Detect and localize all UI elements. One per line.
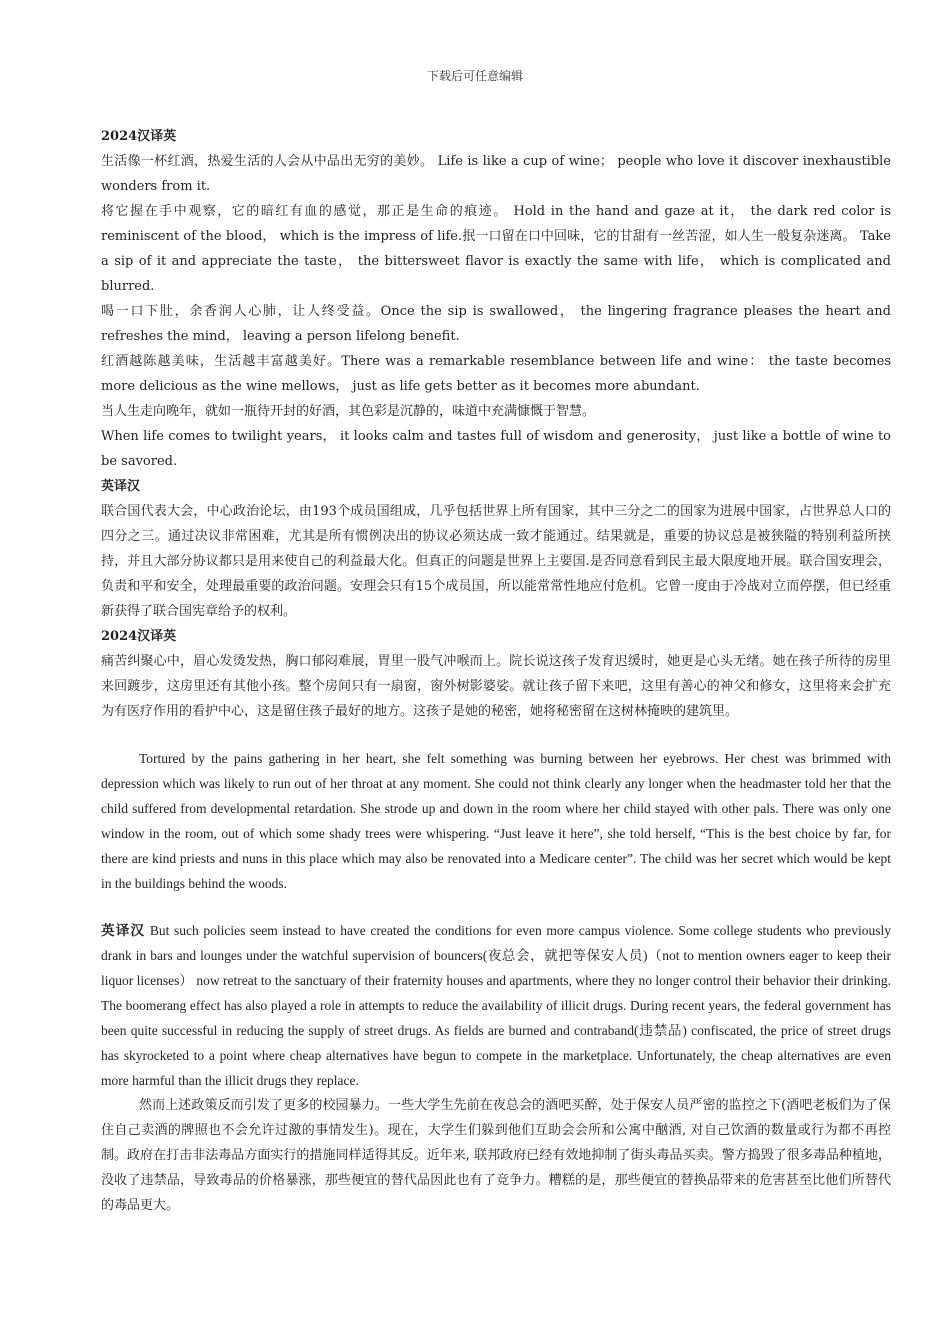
paragraph: 联合国代表大会，中心政治论坛，由193个成员国组成，几乎包括世界上所有国家，其中三分之二的国家为进展中国家，占世界总人口的四分之三。通过决议非常困难，尤其是所有惯例决出的协议必须达成一致才能通过。结果就是，重要的协议总是被狭隘的特别利益所挟持，并且大部分协议都只是用来使自己的利益最大化。但真正的问题是世界上主要国.是否同意看到民主最大限度地开展。联合国安理会，负责和平和安全，处理最重要的政治问题。安理会只有15个成员国，所以能常常性地应付危机。它曾一度由于冷战对立而停摆，但已经重新获得了联合国宪章给予的权利。: [101, 504, 891, 619]
section-heading: 2024汉译英: [101, 129, 177, 144]
paragraph: Tortured by the pains gathering in her heart, she felt something was burning between her eyebrows. Her chest was brimmed with depression which was likely to run out of her throat at any moment. She could not think clearly any longer when the headmaster told her that the child suffered from developmental retardation. She strode up and down in the room where her child stayed with other pals. There was only one window in the room, out of which some shady trees were whispering. “Just leave it here”, she told herself, “This is the best choice by far, for there are kind priests and nuns in this place which may also be renovated into a Medicare center”. The child was her secret which would be kept in the buildings behind the woods.: [101, 751, 891, 891]
paragraph: 当人生走向晚年，就如一瓶待开封的好酒，其色彩是沉静的，味道中充满慷慨于智慧。: [101, 404, 596, 419]
paragraph: 生活像一杯红酒，热爱生活的人会从中品出无穷的美妙。 Life is like a cup of wine； people who love it discover inexhaustible wonders from it.: [101, 154, 891, 194]
paragraph: When life comes to twilight years， it looks calm and tastes full of wisdom and generosity， just like a bottle of wine to be savored.: [101, 429, 891, 469]
section-heading: 2024汉译英: [101, 629, 177, 644]
paragraph: [101, 918, 891, 1093]
section-heading: 英译汉: [101, 479, 141, 494]
paragraph: 然而上述政策反而引发了更多的校园暴力。一些大学生先前在夜总会的酒吧买醉，处于保安人员严密的监控之下(酒吧老板们为了保住自己卖酒的牌照也不会允许过激的事情发生)。现在，大学生们躲到他们互助会会所和公寓中酗酒, 对自己饮酒的数量或行为都不再控制。政府在打击非法毒品方面实行的措施同样适得其反。近年来, 联邦政府已经有效地抑制了街头毒品买卖。警方捣毁了很多毒品种植地，没收了违禁品，导致毒品的价格暴涨，那些便宜的替代品因此也有了竞争力。糟糕的是，那些便宜的替换品带来的危害甚至比他们所替代的毒品更大。: [101, 1098, 891, 1213]
document-body: [101, 124, 891, 1218]
spacer: [101, 896, 891, 918]
paragraph-text: But such policies seem instead to have created the conditions for even more campus violence. Some college students who previously drank in bars and lounges under the watchful supervision of bouncers(夜总会，就把等保安人员)（not to mention owners eager to keep their liquor licenses） now retreat to the sanctuary of their fraternity houses and apartments, where they no longer control their behavior their drinking. The boomerang effect has also played a role in attempts to reduce the availability of illicit drugs. During recent years, the federal government has been quite successful in reducing the supply of street drugs. As fields are burned and contraband(违禁品) confiscated, the price of street drugs has skyrocketed to a point where cheap alternatives have begun to compete in the marketplace. Unfortunately, the cheap alternatives are even more harmful than the illicit drugs they replace.: [101, 923, 892, 1088]
section-heading: 英译汉: [101, 923, 146, 938]
paragraph: 痛苦纠聚心中，眉心发烫发热，胸口郁闷难展，胃里一股气冲喉而上。院长说这孩子发育迟缓时，她更是心头无绪。她在孩子所待的房里来回踱步，这房里还有其他小孩。整个房间只有一扇窗，窗外树影婆娑。就让孩子留下来吧，这里有善心的神父和修女，这里将来会扩充为有医疗作用的看护中心，这是留住孩子最好的地方。这孩子是她的秘密，她将秘密留在这树林掩映的建筑里。: [101, 654, 891, 719]
header-note: 下载后可任意编辑: [426, 69, 523, 83]
paragraph: 红酒越陈越美味，生活越丰富越美好。There was a remarkable resemblance between life and wine： the taste becomes more delicious as the wine mellows， just as life gets better as it becomes more abundant.: [101, 354, 891, 394]
paragraph: 喝一口下肚，余香润人心肺，让人终受益。Once the sip is swallowed， the lingering fragrance pleases the heart and refreshes the mind， leaving a person lifelong benefit.: [101, 304, 891, 344]
spacer: [101, 724, 891, 746]
paragraph: 将它握在手中观察，它的暗红有血的感觉，那正是生命的痕迹。 Hold in the hand and gaze at it， the dark red color is reminiscent of the blood， which is the impress of life.抿一口留在口中回味，它的甘甜有一丝苦涩，如人生一般复杂迷离。 Take a sip of it and appreciate the taste， the bittersweet flavor is exactly the same with life， which is complicated and blurred.: [101, 204, 891, 294]
